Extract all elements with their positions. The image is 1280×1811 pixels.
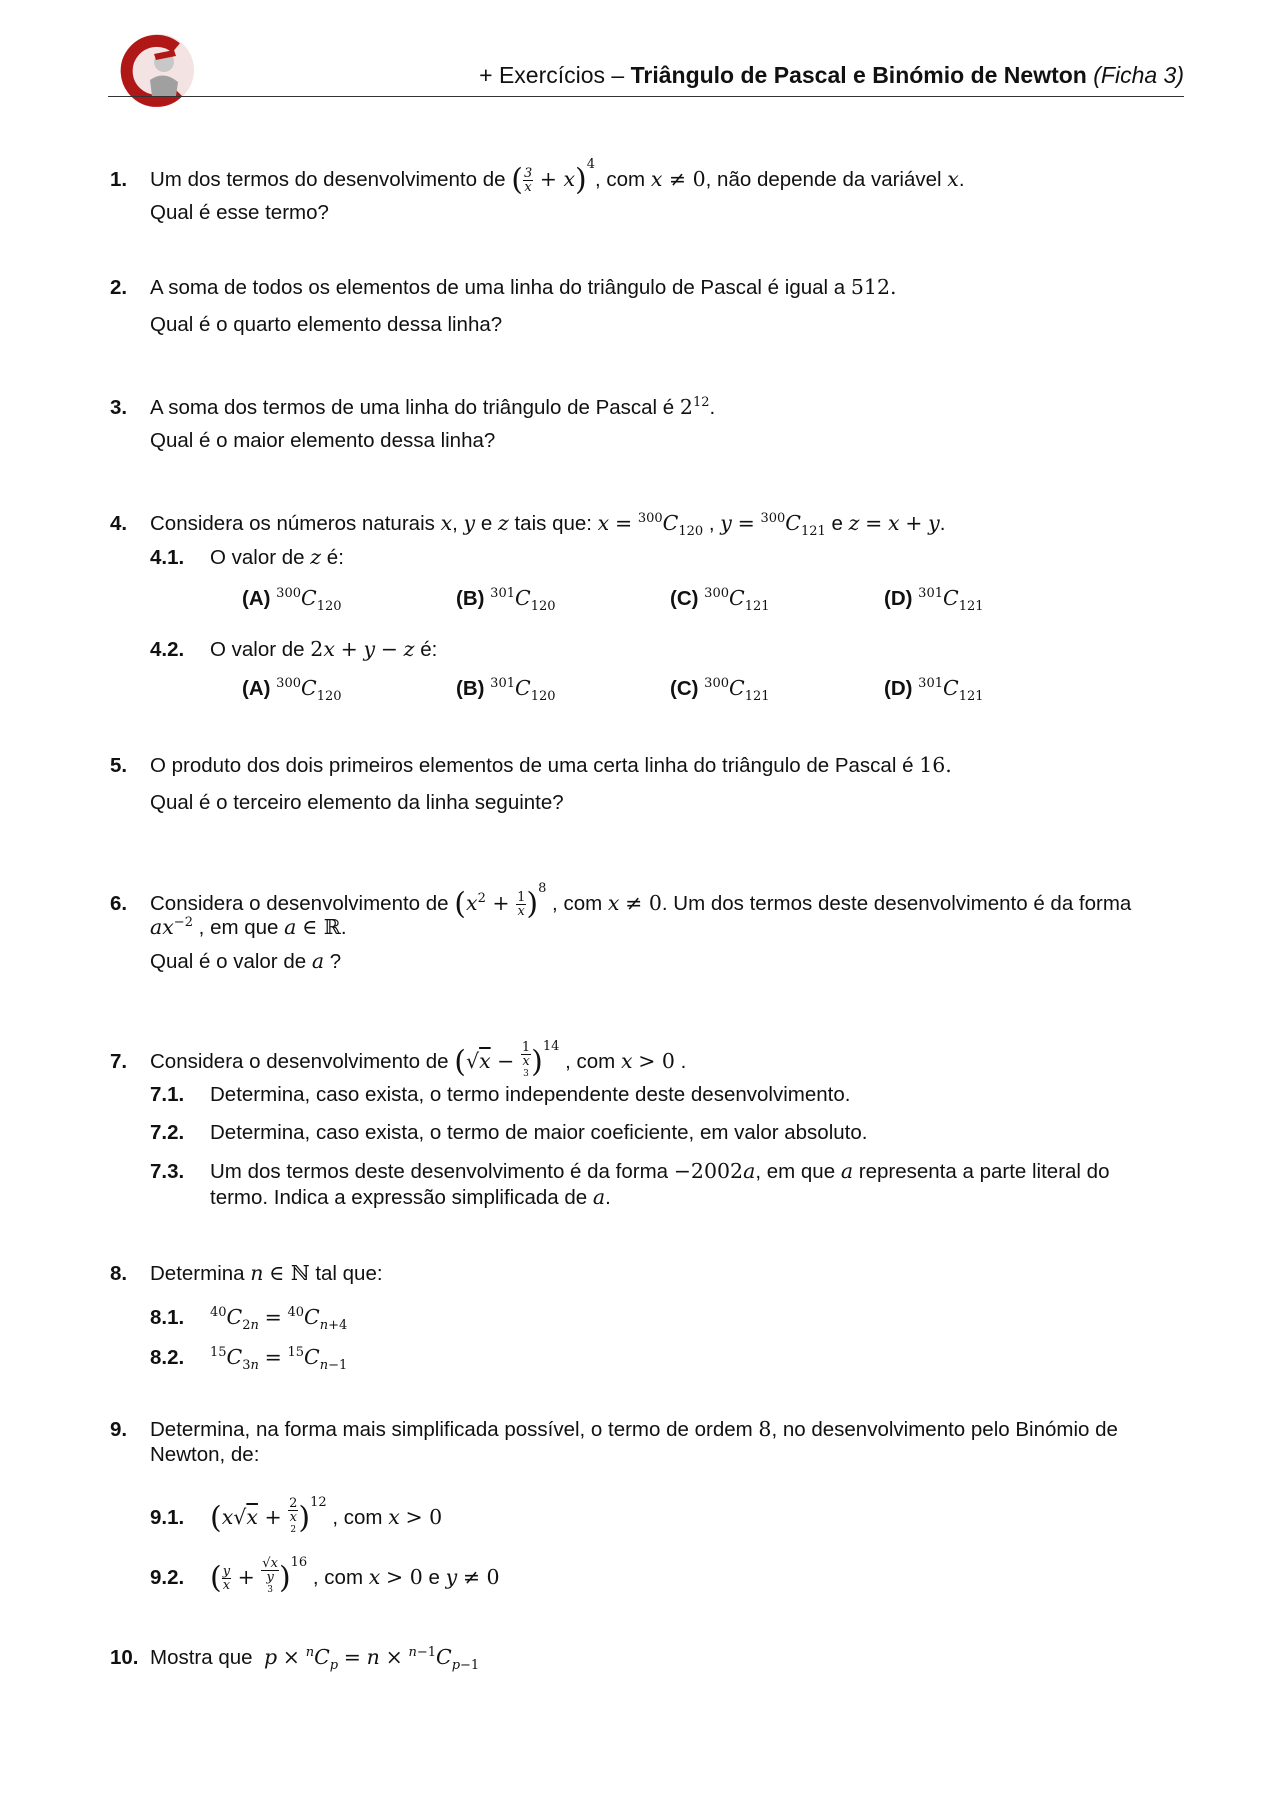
question-2	[110, 274, 897, 301]
option-label: (D)	[884, 677, 913, 700]
option-n: 300	[276, 676, 301, 692]
question-text: tal que:	[315, 1262, 383, 1285]
subquestion-number: 7.3.	[150, 1160, 185, 1183]
question-text: O produto dos dois primeiros elementos de uma certa linha do triângulo de Pascal é	[150, 754, 914, 777]
subquestion-number: 9.2.	[150, 1566, 185, 1589]
question-text: . Um dos termos deste desenvolvimento é da forma	[661, 892, 1132, 915]
question-9-line2: Newton, de:	[150, 1443, 260, 1466]
option-label: (C)	[670, 587, 699, 610]
option-k: 120	[530, 689, 556, 705]
question-1: 1. Um dos termos do desenvolvimento de ( $\frac{3}{x}$ + x)$^4$, com x ≠ 0, não depende da variável x.	[110, 157, 965, 198]
option-4-2-b[interactable]: (B) $^{301}C_{120}$	[456, 676, 556, 705]
question-9-2: 9.2. ( $\frac{y}{x}$ + √x y $^3$ )$^{16}$ , com x > 0 e y ≠ 0	[150, 1555, 500, 1596]
question-4-2: 4.2. O valor de 2x + y − z é:	[150, 637, 438, 661]
question-number: 1.	[110, 168, 128, 191]
question-value: 512.	[850, 275, 897, 299]
question-text: Determina	[150, 1262, 245, 1285]
option-4-1-c[interactable]: (C) $^{300}C_{121}$	[670, 586, 770, 615]
option-label: (B)	[456, 677, 485, 700]
option-4-1-a[interactable]: (A) $^{300}C_{120}$	[242, 586, 342, 615]
header-title: Triângulo de Pascal e Binómio de Newton	[630, 62, 1087, 88]
option-label: (A)	[242, 677, 271, 700]
question-8-2: 8.2. $^{15}C_{3n} = ^{15}C_{n-1}$	[150, 1344, 348, 1373]
question-text: representa a parte literal do	[858, 1160, 1110, 1183]
option-n: 301	[490, 586, 515, 602]
option-n: 301	[918, 586, 943, 602]
question-text: é:	[326, 546, 344, 569]
question-6-line3: Qual é o valor de a ?	[150, 949, 342, 973]
question-text: Determina, na forma mais simplificada possível, o termo de ordem	[150, 1418, 753, 1441]
question-text: , em que	[198, 915, 279, 939]
question-text: O valor de	[210, 546, 305, 569]
header-suffix: (Ficha 3)	[1093, 62, 1184, 88]
question-4-1: 4.1. O valor de z é:	[150, 545, 344, 569]
question-text: , não depende da variável	[705, 168, 942, 191]
option-k: 121	[958, 599, 984, 615]
question-3-line2: Qual é o maior elemento dessa linha?	[150, 429, 496, 452]
question-10: 10. Mostra que $p \times ^nC_p = n \times ^{n-1}C_{p-1}$	[110, 1644, 480, 1673]
option-k: 120	[316, 599, 342, 615]
option-n: 300	[704, 676, 729, 692]
option-n: 300	[704, 586, 729, 602]
option-4-1-d[interactable]: (D) $^{301}C_{121}$	[884, 586, 984, 615]
question-text: , com	[595, 168, 646, 191]
question-text: Considera o desenvolvimento de	[150, 1050, 449, 1073]
question-number: 7.	[110, 1050, 128, 1073]
question-7-3-line2: termo. Indica a expressão simplificada de a.	[210, 1185, 611, 1209]
question-value: 16.	[919, 753, 952, 777]
question-text: O valor de	[210, 638, 305, 661]
question-text: tais que:	[514, 511, 592, 535]
question-text: , em que	[755, 1160, 836, 1183]
question-9-1: 9.1. (x√x + 2 x $^2$ )$^{12}$ , com x > 0	[150, 1495, 443, 1536]
question-4: 4. Considera os números naturais x, y e z tais que: $x = ^{300}C_{120}$ , $y = ^{300}C_{121}$ e z = x + y.	[110, 510, 946, 539]
question-number: 6.	[110, 892, 128, 915]
question-1-line2: Qual é esse termo?	[150, 201, 329, 224]
question-text: Considera o desenvolvimento de	[150, 892, 449, 915]
page-header	[108, 62, 1184, 97]
question-number: 5.	[110, 754, 128, 777]
option-k: 121	[744, 599, 770, 615]
option-4-1-b[interactable]: (B) $^{301}C_{120}$	[456, 586, 556, 615]
question-number: 3.	[110, 395, 128, 419]
option-k: 120	[316, 689, 342, 705]
option-label: (C)	[670, 677, 699, 700]
question-8: 8. Determina n ∈ ℕ tal que:	[110, 1261, 383, 1285]
option-4-2-a[interactable]: (A) $^{300}C_{120}$	[242, 676, 342, 705]
question-text: , no desenvolvimento pelo Binómio de	[771, 1418, 1118, 1441]
question-text: Determina, caso exista, o termo independente deste desenvolvimento.	[210, 1083, 851, 1106]
option-k: 121	[958, 689, 984, 705]
option-n: 301	[918, 676, 943, 692]
question-value: 8	[758, 1417, 772, 1441]
question-text: e	[831, 511, 843, 535]
question-text: A soma dos termos de uma linha do triângulo de Pascal é	[150, 395, 675, 419]
question-text: , com	[332, 1506, 383, 1529]
question-7: 7. Considera o desenvolvimento de (√x − 1 x $^3$ )$^{14}$ , com x > 0 .	[110, 1039, 687, 1080]
question-7-2	[150, 1120, 867, 1146]
option-k: 121	[744, 689, 770, 705]
question-number: 10.	[110, 1645, 139, 1669]
question-7-1	[150, 1082, 850, 1108]
question-number: 2.	[110, 276, 128, 299]
question-text: , com	[312, 1566, 364, 1589]
subquestion-number: 4.1.	[150, 546, 185, 569]
subquestion-number: 7.1.	[150, 1083, 185, 1106]
question-9	[110, 1416, 1180, 1443]
question-number: 4.	[110, 511, 128, 535]
question-text: A soma de todos os elementos de uma linha do triângulo de Pascal é igual a	[150, 276, 846, 299]
question-text: , com	[565, 1050, 616, 1073]
question-text: é:	[420, 638, 438, 661]
question-number: 8.	[110, 1262, 128, 1285]
option-n: 300	[276, 586, 301, 602]
option-k: 120	[530, 599, 556, 615]
question-text: Mostra que	[150, 1645, 253, 1669]
subquestion-number: 9.1.	[150, 1506, 185, 1529]
subquestion-number: 7.2.	[150, 1121, 185, 1144]
question-3: 3. A soma dos termos de uma linha do triângulo de Pascal é $2^{12}$.	[110, 394, 716, 419]
question-6: 6. Considera o desenvolvimento de ($x^2$ + $\frac{1}{x}$ )$^8$ , com x ≠ 0. Um dos termos deste desenvolvimento é da forma	[110, 881, 1132, 922]
question-5-line2: Qual é o terceiro elemento da linha seguinte?	[150, 791, 564, 814]
option-n: 301	[490, 676, 515, 692]
header-prefix: + Exercícios –	[479, 62, 631, 88]
question-text: Determina, caso exista, o termo de maior coeficiente, em valor absoluto.	[210, 1121, 868, 1144]
question-number: 9.	[110, 1418, 128, 1441]
question-text: Qual é o valor de	[150, 950, 307, 973]
question-7-3: 7.3. Um dos termos deste desenvolvimento é da forma −2002a, em que a representa a parte literal do	[150, 1159, 1110, 1183]
question-text: Considera os números naturais	[150, 511, 435, 535]
option-4-2-c[interactable]: (C) $^{300}C_{121}$	[670, 676, 770, 705]
subquestion-number: 8.2.	[150, 1345, 185, 1369]
question-2-line2: Qual é o quarto elemento dessa linha?	[150, 313, 503, 336]
option-4-2-d[interactable]: (D) $^{301}C_{121}$	[884, 676, 984, 705]
question-8-1: 8.1. $^{40}C_{2n} = ^{40}C_{n+4}$	[150, 1304, 348, 1333]
option-label: (D)	[884, 587, 913, 610]
question-text: termo. Indica a expressão simplificada de	[210, 1186, 588, 1209]
subquestion-number: 4.2.	[150, 638, 185, 661]
question-text: , com	[552, 892, 603, 915]
question-text: e	[428, 1566, 440, 1589]
question-6-line2: $ax^{-2}$ , em que a ∈ ℝ.	[150, 914, 347, 939]
subquestion-number: 8.1.	[150, 1305, 185, 1329]
question-text: Um dos termos deste desenvolvimento é da forma	[210, 1160, 669, 1183]
question-5	[110, 752, 952, 779]
option-label: (A)	[242, 587, 271, 610]
question-text: Um dos termos do desenvolvimento de	[150, 168, 506, 191]
option-label: (B)	[456, 587, 485, 610]
question-text: e	[480, 511, 493, 535]
